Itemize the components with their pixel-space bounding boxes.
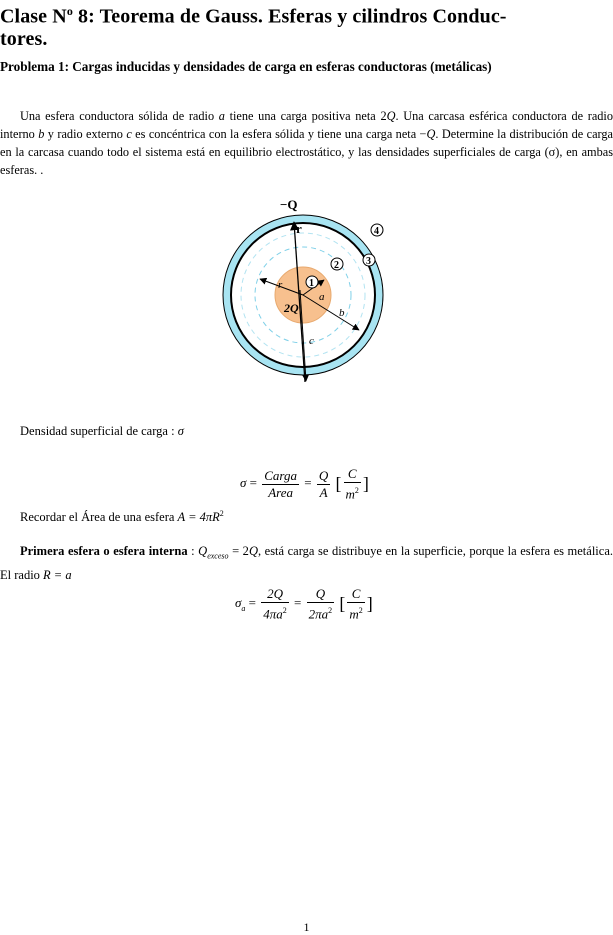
label-c: c [309,335,314,347]
first-sphere-paragraph: Primera esfera o esfera interna : $Q_{exceso} = 2Q$, está carga se distribuye en la superficie, porque la esfera es metálica. El radio R = a [0,544,613,582]
label-2q: 2Q [284,301,299,315]
page-title: Clase $N^o$ 8: Teorema de Gauss. Esferas y cilindros Conduc- tores. [0,4,507,50]
label-a: a [319,291,325,303]
problem-statement: Una esfera conductora sólida de radio a tiene una carga positiva neta 2Q. Una carcasa esférica conductora de radio interno b y radio externo c es concéntrica con la esfera sólida y tiene una carga neta −Q. Determine la distribución de carga en la carcasa cuando todo el sistema está en equilibrio electrostático, y las densidades superficiales de carga (σ), en ambas esferas. . [0,109,613,177]
sigma-a-equation: $\sigma_a$ = $\frac{2Q}{4\pi a^2}$ = $\frac{Q}{2\pi a^2}$ [ $\frac{C}{m^2}$ ] [235,586,373,622]
area-line: Recordar el Área de una esfera $A = 4\pi R^2$ [20,509,224,525]
page-number: 1 [303,920,310,934]
label-r-big: r [296,221,302,236]
label-region-1: 1 [309,278,314,289]
label-minus-q: −Q [280,197,298,212]
sigma-equation: σ = $\frac{\text{Carga}}{\text{Area}}$ = $\frac{Q}{A}$ [ $\frac{C}{m^2}$ ] [240,466,369,502]
label-region-3: 3 [366,256,371,267]
density-line: Densidad superficial de carga : σ [20,424,184,438]
label-r-small: r [278,279,283,291]
label-region-2: 2 [334,260,339,271]
problem-heading: Problema 1: Cargas inducidas y densidades de carga en esferas conductoras (metálicas) [0,59,492,74]
concentric-spheres-diagram [218,192,393,392]
label-b: b [339,307,345,319]
label-region-4: 4 [374,226,379,237]
